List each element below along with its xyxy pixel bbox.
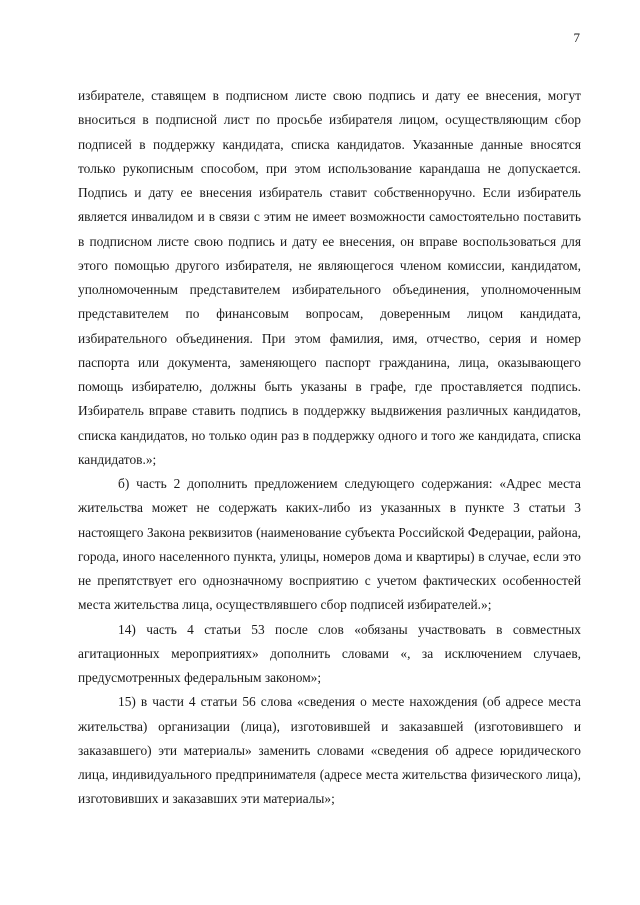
paragraph-item-b: б) часть 2 дополнить предложением следующего содержания: «Адрес места жительства может не содержать каких-либо из указанных в пункте 3 статьи 3 настоящего Закона реквизитов (наименование субъекта Российской Федерации, района, города, иного населенного пункта, улицы, номеров дома и квартиры) в случае, если это не препятствует его однозначному восприятию с учетом фактических особенностей места жительства лица, осуществлявшего сбор подписей избирателей.»;	[78, 476, 581, 613]
paragraph-continuation: избирателе, ставящем в подписном листе свою подпись и дату ее внесения, могут вноситься в подписной лист по просьбе избирателя лицом, осуществляющим сбор подписей в поддержку кандидата, списка кандидатов. Указанные данные вносятся только рукописным способом, при этом использование карандаша не допускается. Подпись и дату ее внесения избиратель ставит собственноручно. Если избиратель является инвалидом и в связи с этим не имеет возможности самостоятельно поставить в подписном листе свою подпись и дату ее внесения, он вправе воспользоваться для этого помощью другого избирателя, не являющегося членом комиссии, кандидатом, уполномоченным представителем избирательного объединения, уполномоченным представителем по финансовым вопросам, доверенным лицом кандидата, избирательного объединения. При этом фамилия, имя, отчество, серия и номер паспорта или документа, заменяющего паспорт гражданина, лица, оказывающего помощь избирателю, должны быть указаны в графе, где проставляется подпись. Избиратель вправе ставить подпись в поддержку выдвижения различных кандидатов, списка кандидатов, но только один раз в поддержку одного и того же кандидата, списка кандидатов.»;	[78, 88, 581, 467]
page-number: 7	[573, 30, 580, 45]
document-body	[78, 84, 581, 812]
paragraph-item-14: 14) часть 4 статьи 53 после слов «обязаны участвовать в совместных агитационных мероприятиях» дополнить словами «, за исключением случаев, предусмотренных федеральным законом»;	[78, 621, 581, 685]
paragraph-item-15: 15) в части 4 статьи 56 слова «сведения о месте нахождения (об адресе места жительства) организации (лица), изготовившей и заказавшей (изготовившего и заказавшего) эти материалы» заменить словами «сведения об адресе юридического лица, индивидуального предпринимателя (адресе места жительства физического лица), изготовивших и заказавших эти материалы»;	[78, 694, 581, 807]
